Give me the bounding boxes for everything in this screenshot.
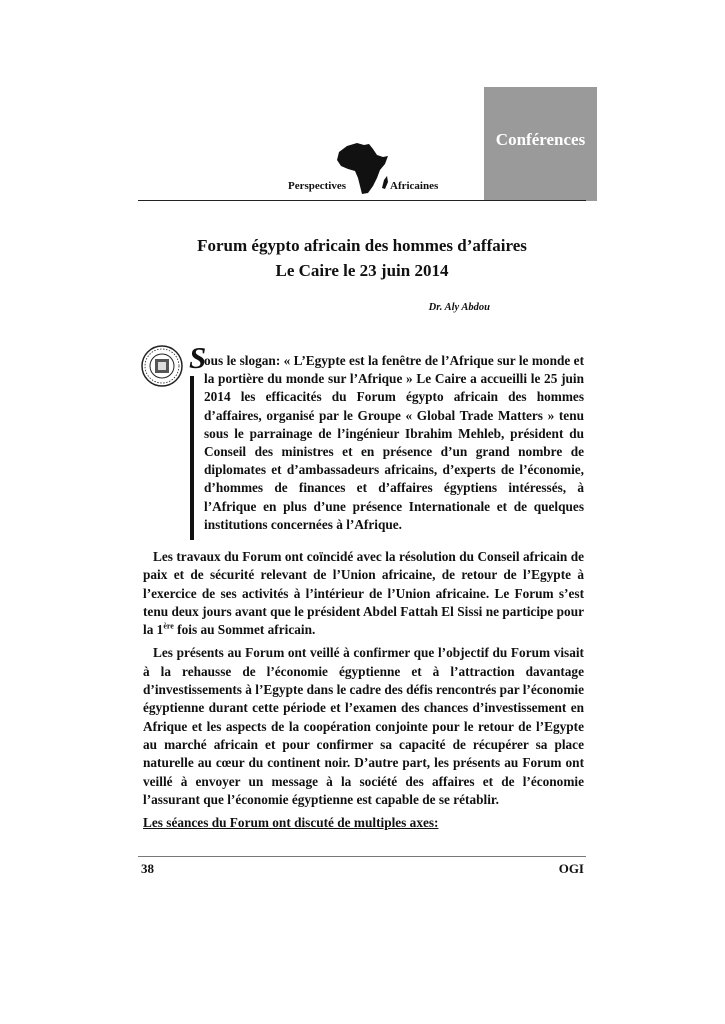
- institution-seal-icon: [140, 344, 184, 388]
- logo-left-text: Perspectives: [288, 180, 347, 192]
- drop-cap: S: [189, 340, 207, 375]
- title-line-2: Le Caire le 23 juin 2014: [275, 261, 449, 280]
- author-name: Dr. Aly Abdou: [428, 302, 490, 313]
- article-body: [143, 548, 584, 837]
- paragraph-3: Les présents au Forum ont veillé à confirmer que l’objectif du Forum visait à la rehausse de l’économie égyptienne et à l’attraction davantage d’investissements à l’Egypte dans le cadre des défis rencontrés par l’économie égyptienne durant cette période et l’examen des chances d’investissement en Afrique et les aspects de la coopération conjointe pour le retour de l’Egypte au marché africain et pour confirmer sa capacité de récupérer sa place naturelle au cœur du continent noir. D’autre part, les présents au Forum ont veillé à envoyer un message à la société des affaires et de l’économie l’assurant que l’économie égyptienne est capable de se rétablir.: [143, 645, 584, 807]
- footer-divider: [138, 856, 586, 857]
- section-label: Conférences: [495, 130, 586, 149]
- section-tab: [484, 87, 597, 201]
- header-divider: [138, 200, 586, 201]
- journal-name: OGI: [558, 861, 584, 876]
- paragraph-2-end: fois au Sommet africain.: [173, 622, 316, 638]
- journal-logo: [286, 140, 466, 200]
- title-line-1: Forum égypto africain des hommes d’affaires: [197, 236, 527, 255]
- paragraph-2-main: Les travaux du Forum ont coïncidé avec la résolution du Conseil africain de paix et de sécurité relevant de l’Union africaine, de retour de l’Egypte à l’exercice de ses activités à l’intérieur de l’Union africaine. Le Forum s’est tenu deux jours avant que le président Abdel Fattah El Sissi ne participe pour la 1: [143, 549, 584, 638]
- dropcap-bar: [190, 376, 194, 540]
- paragraph-1: ous le slogan: « L’Egypte est la fenêtre de l’Afrique sur le monde et la portière du monde sur l’Afrique » Le Caire a accueilli le 25 juin 2014 les efficacités du Forum égypto africain des hommes d’affaires, organisé par le Groupe « Global Trade Matters » tenu sous le parrainage de l’ingénieur Ibrahim Mehleb, président du Conseil des ministres et en présence d’un grand nombre de diplomates et d’ambassadeurs africains, d’experts de l’économie, d’hommes de finances et d’affaires égyptiens intéressés, à l’Afrique en plus d’une présence Internationale et de quelques institutions concernées à l’Afrique.: [204, 353, 584, 532]
- superscript: ère: [163, 621, 174, 631]
- paragraph-2: [143, 548, 584, 639]
- axes-heading: Les séances du Forum ont discuté de multiples axes:: [143, 815, 439, 831]
- page-number: 38: [141, 861, 154, 876]
- article-title: [138, 233, 586, 283]
- logo-right-text: Africaines: [390, 180, 439, 192]
